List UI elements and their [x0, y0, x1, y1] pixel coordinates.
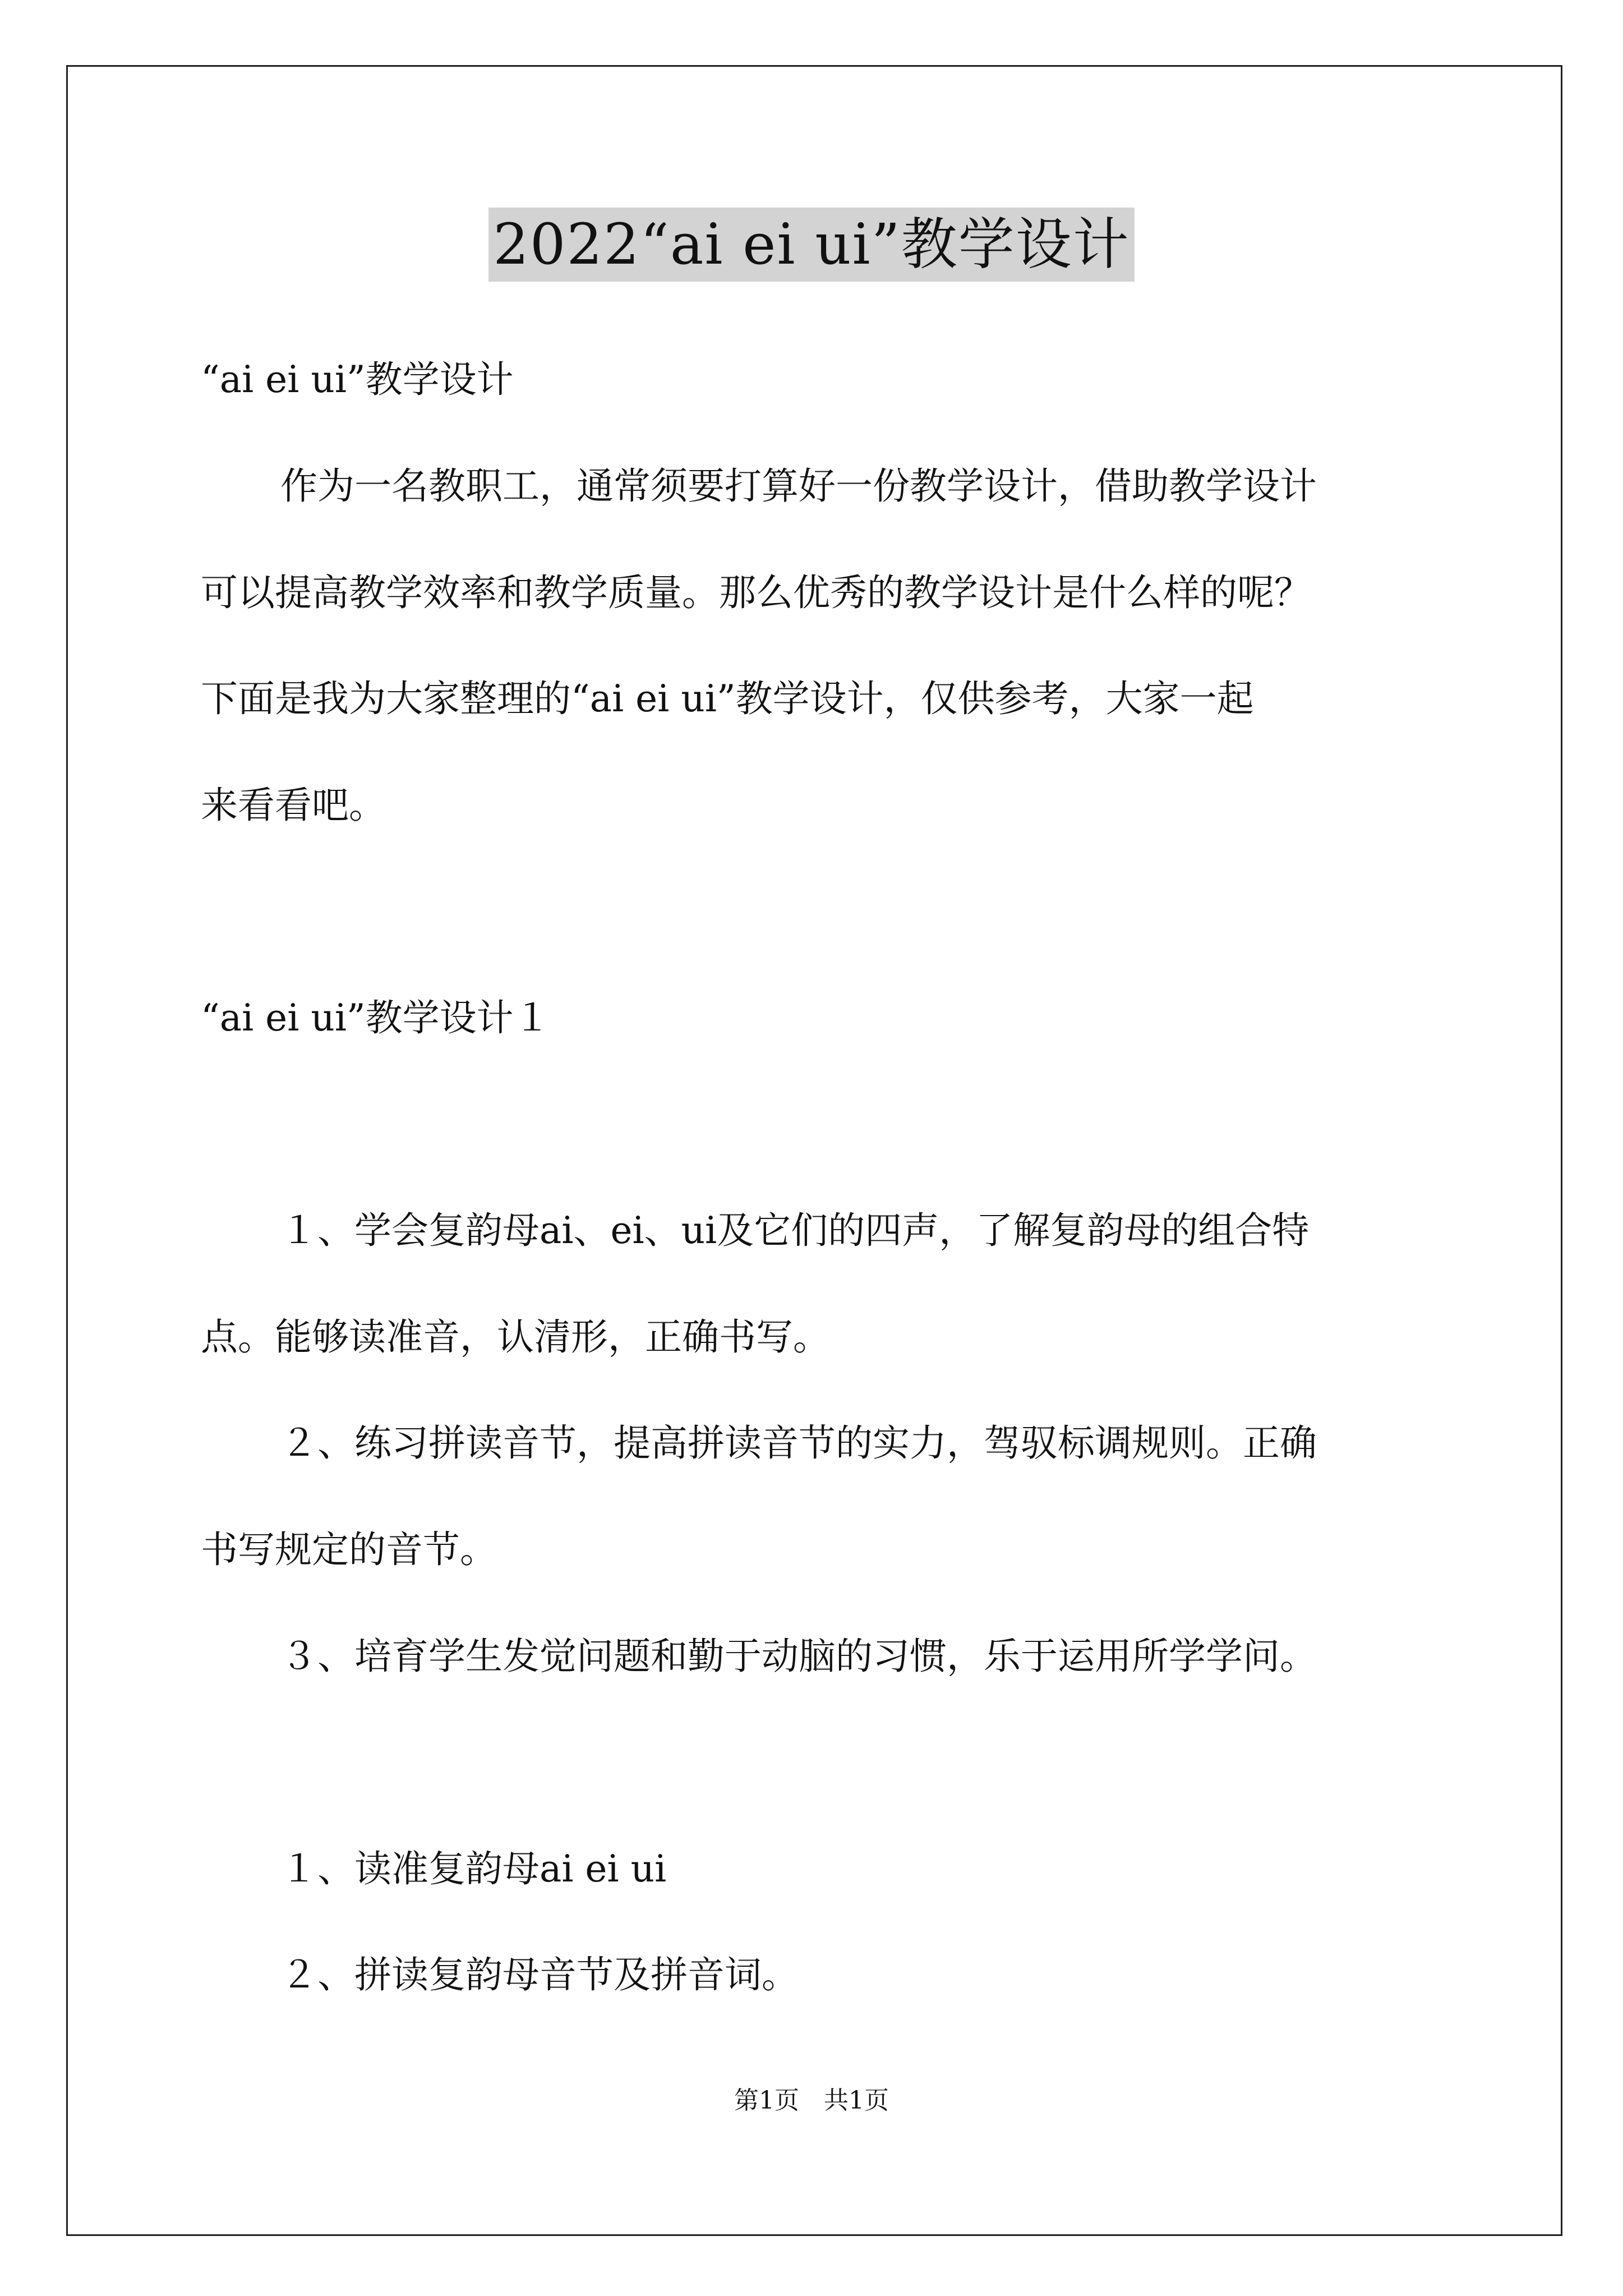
objective-line: 点。能够读准音，认清形，正确书写。	[201, 1315, 830, 1359]
subtitle: “ai ei ui”教学设计	[201, 358, 514, 401]
section-heading: “ai ei ui”教学设计１	[201, 996, 551, 1039]
intro-line: 来看看吧。	[201, 784, 386, 827]
objective-line: 书写规定的音节。	[201, 1528, 497, 1571]
objective-line: ２、练习拼读音节，提高拼读音节的实力，驾驭标调规则。正确	[280, 1421, 1317, 1465]
intro-line: 下面是我为大家整理的“ai ei ui”教学设计，仅供参考，大家一起	[201, 677, 1254, 720]
page-footer: 第1页 共1页	[734, 2086, 889, 2115]
document-title: 2022“ai ei ui”教学设计	[488, 208, 1134, 282]
title-area	[0, 208, 1623, 282]
intro-line: 作为一名教职工，通常须要打算好一份教学设计，借助教学设计	[280, 464, 1317, 508]
key-point-line: １、读准复韵母ai ei ui	[280, 1847, 667, 1890]
key-point-line: ２、拼读复韵母音节及拼音词。	[280, 1953, 799, 1996]
objective-line: １、学会复韵母ai、ei、ui及它们的四声，了解复韵母的组合特	[280, 1209, 1310, 1252]
intro-line: 可以提高教学效率和教学质量。那么优秀的教学设计是什么样的呢？	[201, 571, 1311, 614]
objective-line: ３、培育学生发觉问题和勤于动脑的习惯，乐于运用所学学问。	[280, 1635, 1317, 1678]
